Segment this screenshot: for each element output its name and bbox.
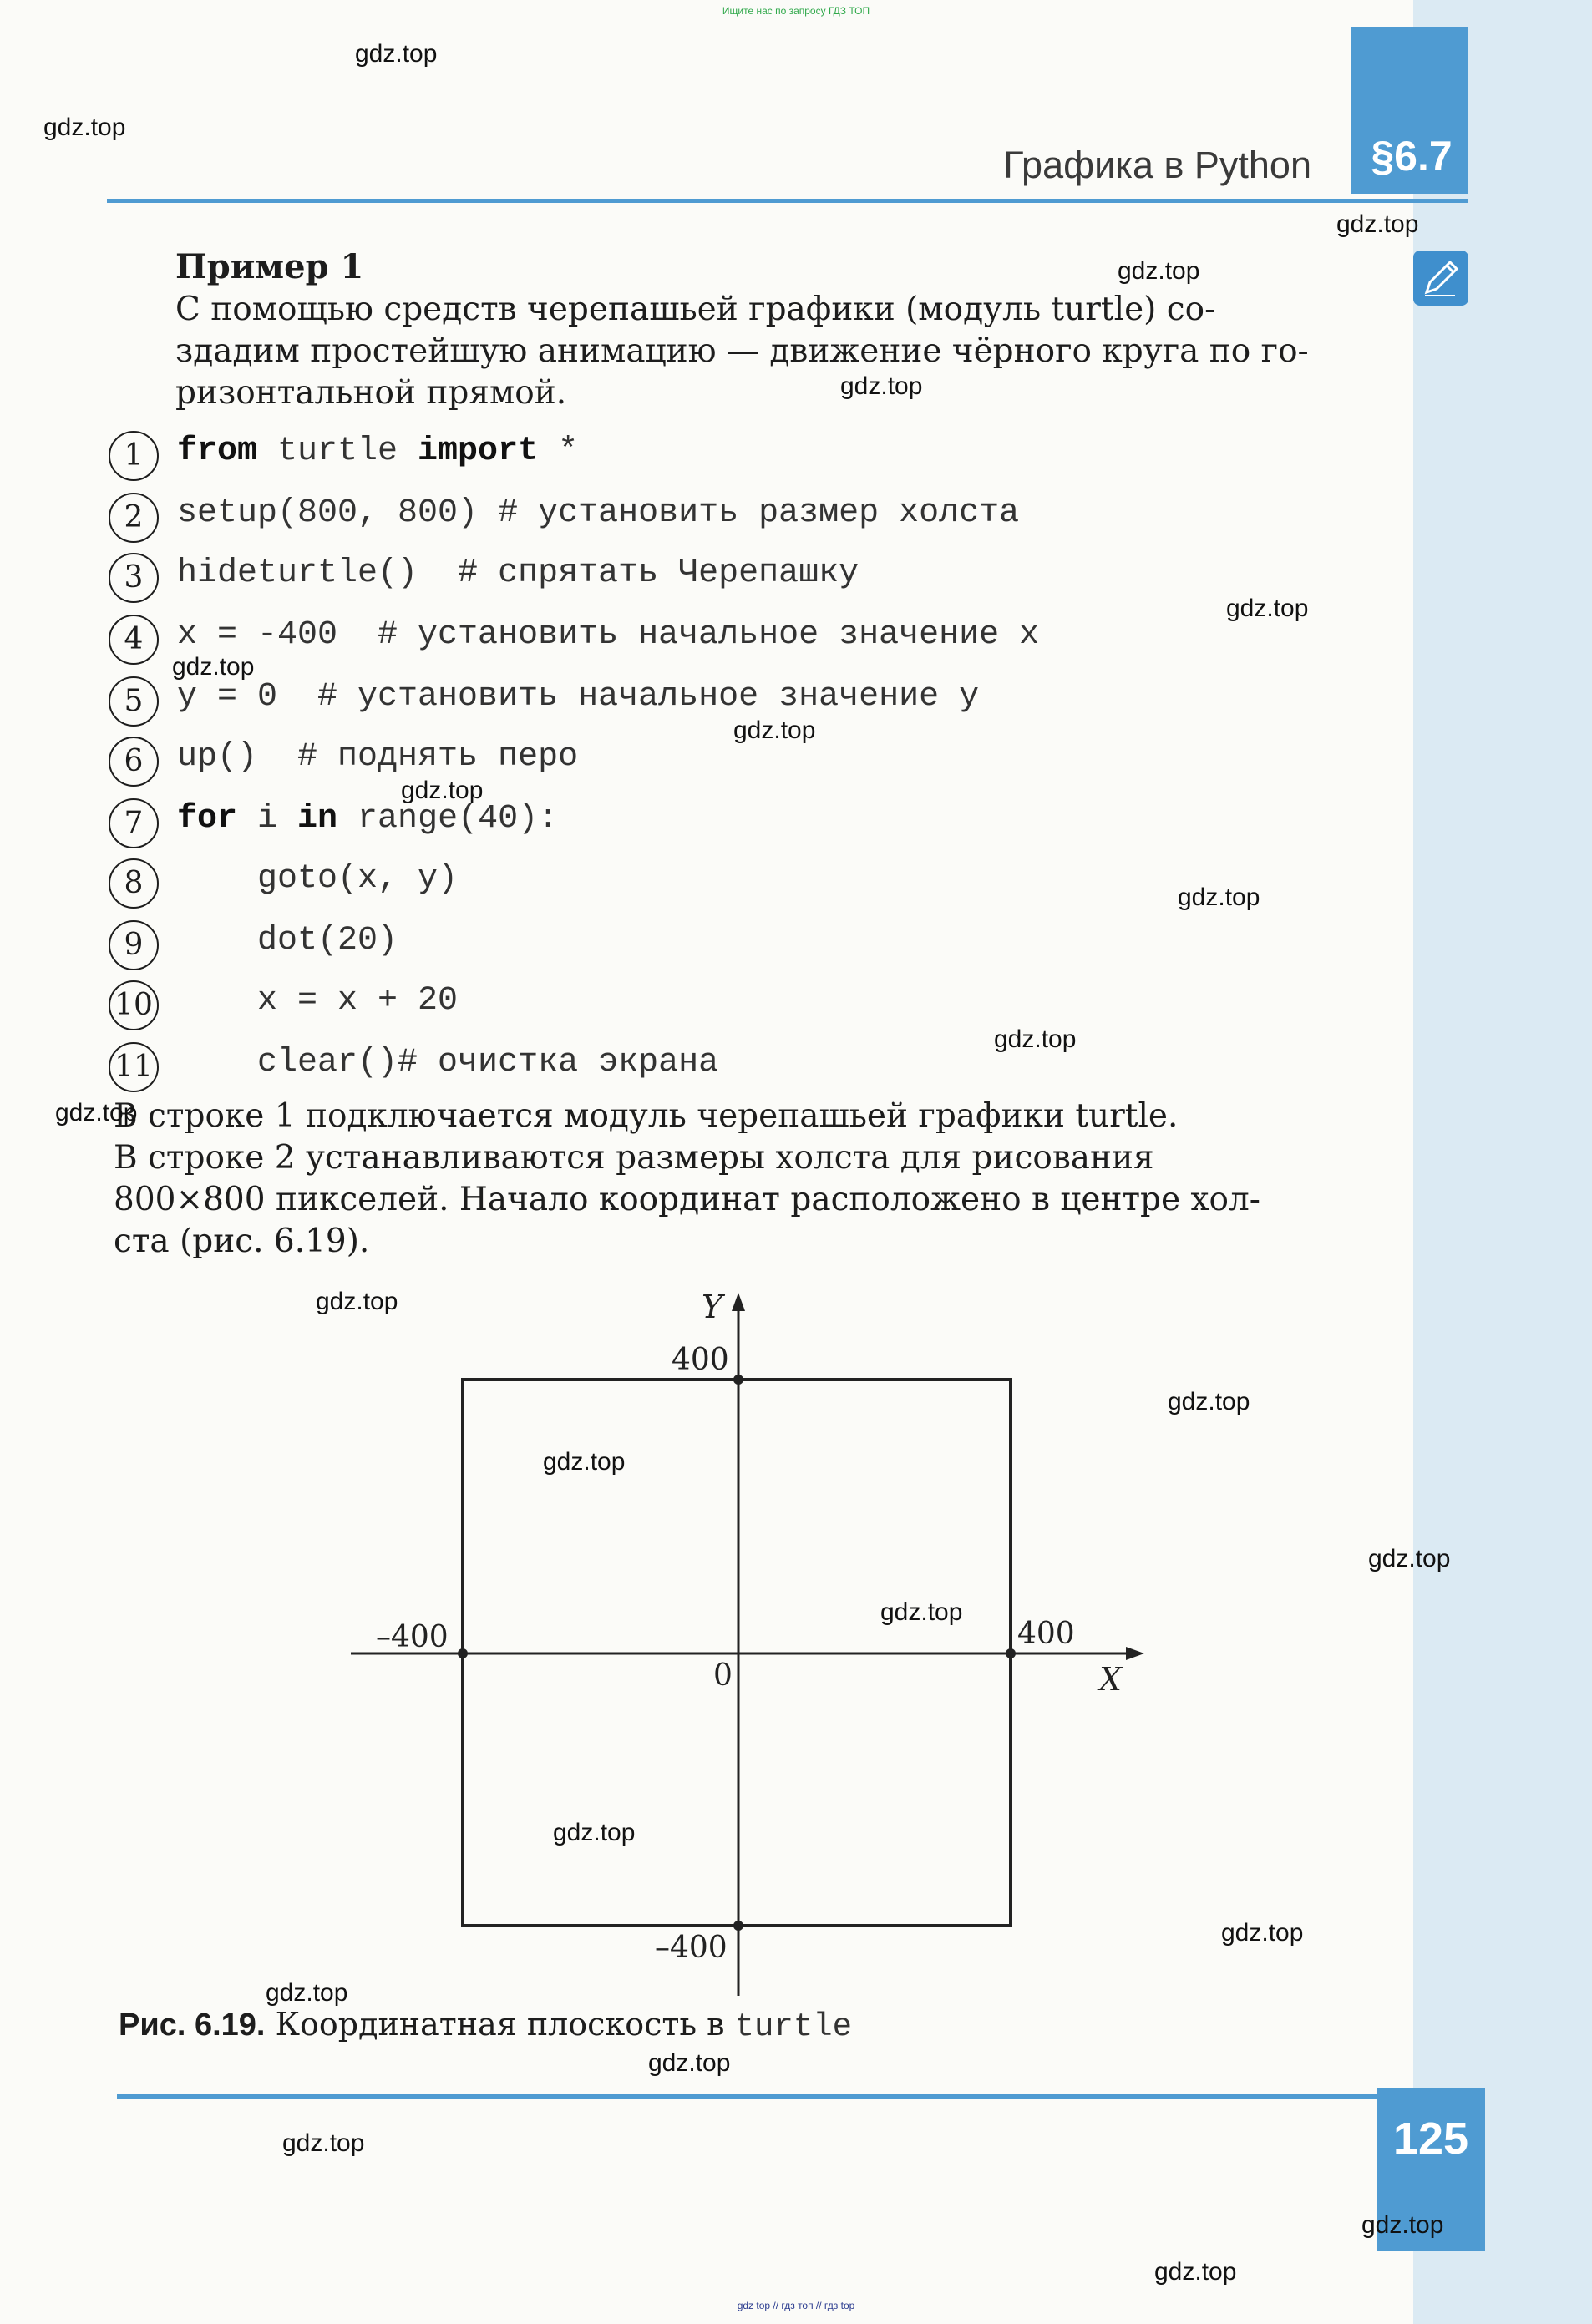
top-value: 400 xyxy=(672,1343,729,1377)
watermark: gdz.top xyxy=(172,653,255,681)
line-number: 11 xyxy=(109,1042,159,1092)
watermark: gdz.top xyxy=(1336,210,1419,238)
line-number: 6 xyxy=(109,737,159,787)
page-number: 125 xyxy=(1392,2114,1469,2164)
page-title: Графика в Python xyxy=(1003,144,1311,186)
right-value: 400 xyxy=(1017,1617,1075,1651)
watermark: gdz.top xyxy=(648,2049,731,2077)
code-text: y = 0 # установить начальное значение y xyxy=(177,678,980,716)
watermark: gdz.top xyxy=(282,2129,365,2157)
watermark: gdz.top xyxy=(1118,257,1200,285)
watermark: gdz.top xyxy=(43,114,126,141)
top-note: Ищите нас по запросу ГДЗ ТОП xyxy=(722,5,870,17)
line-number: 7 xyxy=(109,798,159,848)
explanation-line: ста (рис. 6.19). xyxy=(114,1223,370,1260)
watermark: gdz.top xyxy=(316,1288,398,1315)
point-top xyxy=(733,1375,743,1385)
line-number: 9 xyxy=(109,920,159,970)
x-axis-arrow xyxy=(1126,1647,1144,1660)
code-text: dot(20) xyxy=(177,922,398,959)
point-bottom xyxy=(733,1921,743,1931)
watermark: gdz.top xyxy=(543,1448,626,1476)
watermark: gdz.top xyxy=(880,1598,963,1626)
line-number: 10 xyxy=(109,980,159,1030)
intro-line: ризонтальной прямой. xyxy=(175,374,567,412)
left-value: –400 xyxy=(376,1620,449,1654)
point-right xyxy=(1006,1648,1016,1658)
footer-rule xyxy=(117,2094,1377,2099)
caption-code: turtle xyxy=(734,2008,853,2045)
bottom-value: –400 xyxy=(655,1931,728,1965)
watermark: gdz.top xyxy=(55,1099,138,1127)
line-number: 2 xyxy=(109,493,159,543)
code-text: x = -400 # установить начальное значение x xyxy=(177,616,1040,654)
line-number: 3 xyxy=(109,553,159,603)
y-axis-label: Y xyxy=(702,1289,723,1325)
code-text: from turtle import * xyxy=(177,433,579,470)
code-text: setup(800, 800) # установить размер холста xyxy=(177,494,1020,532)
watermark: gdz.top xyxy=(1226,595,1309,622)
intro-line: С помощью средств черепашьей графики (модуль turtle) со- xyxy=(175,291,1216,328)
line-number: 8 xyxy=(109,858,159,909)
watermark: gdz.top xyxy=(266,1979,348,2007)
explanation-line: В строке 2 устанавливаются размеры холста для рисования xyxy=(114,1139,1154,1177)
bottom-note: gdz top // гдз топ // гдз top xyxy=(737,2300,855,2311)
watermark: gdz.top xyxy=(553,1819,636,1846)
code-text: up() # поднять перо xyxy=(177,738,579,776)
code-text: for i in range(40): xyxy=(177,800,559,838)
watermark: gdz.top xyxy=(401,777,484,804)
watermark: gdz.top xyxy=(1168,1388,1250,1415)
section-number: §6.7 xyxy=(1371,133,1453,180)
watermark: gdz.top xyxy=(355,40,438,68)
watermark: gdz.top xyxy=(1178,884,1260,911)
line-number: 5 xyxy=(109,676,159,727)
watermark: gdz.top xyxy=(1154,2258,1237,2286)
code-text: x = x + 20 xyxy=(177,982,459,1020)
caption-label: Рис. 6.19. xyxy=(119,2008,266,2043)
point-left xyxy=(458,1648,468,1658)
code-text: clear()# очистка экрана xyxy=(177,1044,719,1081)
x-axis-label: X xyxy=(1099,1661,1123,1698)
y-axis-arrow xyxy=(732,1293,745,1311)
figure-caption xyxy=(119,2006,852,2045)
watermark: gdz.top xyxy=(1368,1545,1451,1572)
line-number: 4 xyxy=(109,615,159,665)
explanation-line: 800×800 пикселей. Начало координат расположено в центре хол- xyxy=(114,1181,1260,1218)
explanation-line: В строке 1 подключается модуль черепашьей графики turtle. xyxy=(114,1097,1179,1135)
watermark: gdz.top xyxy=(1221,1919,1304,1947)
caption-text: Координатная плоскость в xyxy=(275,2006,725,2043)
watermark: gdz.top xyxy=(840,372,923,400)
watermark: gdz.top xyxy=(1361,2211,1444,2239)
origin-value: 0 xyxy=(713,1658,733,1693)
example-title: Пример 1 xyxy=(175,247,364,286)
watermark: gdz.top xyxy=(994,1025,1077,1053)
watermark: gdz.top xyxy=(733,716,816,744)
code-text: goto(x, y) xyxy=(177,860,459,898)
intro-line: здадим простейшую анимацию — движение чёрного круга по го- xyxy=(175,332,1309,370)
line-number: 1 xyxy=(109,431,159,481)
code-text: hideturtle() # спрятать Черепашку xyxy=(177,554,859,592)
